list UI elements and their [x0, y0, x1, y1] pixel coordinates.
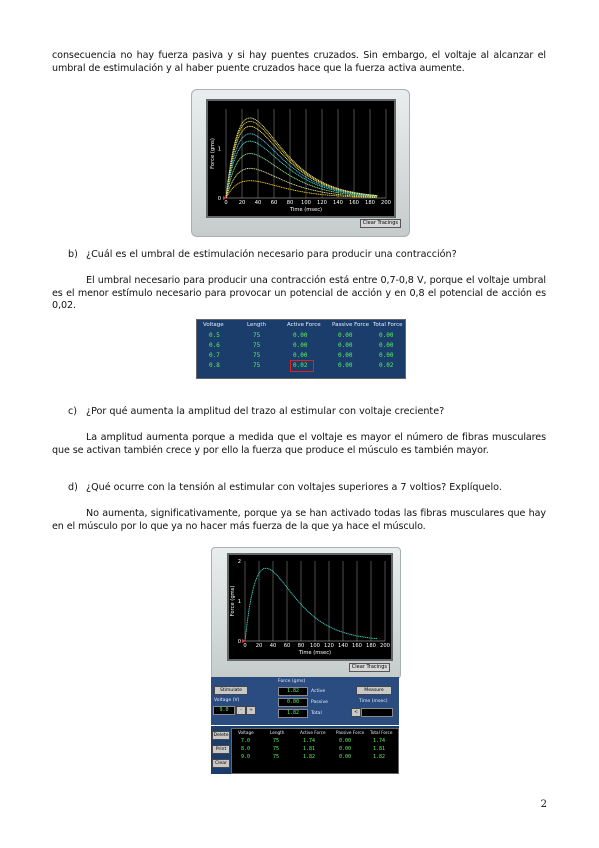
control-panel-lower: [211, 726, 399, 774]
highlight-box: [290, 360, 314, 372]
table-cell: 1.74: [373, 738, 386, 744]
stimulate-button[interactable]: Stimulate: [214, 686, 248, 695]
print-button[interactable]: Print: [212, 745, 230, 754]
x-tick-label: 200: [380, 643, 390, 649]
x-tick-label: 100: [310, 643, 320, 649]
question-c: [68, 406, 444, 418]
table-cell: 1.74: [303, 738, 316, 744]
time-label: Time (msec): [359, 699, 388, 704]
x-axis-label: Time (msec): [289, 207, 323, 213]
trace-line: [226, 154, 377, 199]
table-cell: 1.82: [303, 754, 316, 760]
y-tick-label: 1: [237, 599, 241, 605]
voltage-increase-button[interactable]: +: [246, 706, 256, 715]
table-cell: 0.00: [339, 746, 352, 752]
x-tick-label: 140: [338, 643, 348, 649]
table-cell: 0.00: [293, 342, 308, 349]
active-force-value: 1.82: [278, 687, 308, 696]
answer-c: La amplitud aumenta porque a medida que el voltaje es mayor el número de fibras musculares que se activan también crece y por ello la fuerza que produce el músculo es también mayor.: [52, 432, 546, 456]
x-tick-label: 0: [243, 643, 247, 649]
x-tick-label: 180: [365, 200, 375, 206]
question-c-letter: c): [68, 406, 78, 417]
intro-paragraph: consecuencia no hay fuerza pasiva y si hay puentes cruzados. Sin embargo, el voltaje al alcanzar el umbral de estimulación y al haber puente cruzados hace que la fuerza activa aumente.: [52, 50, 546, 74]
question-c-text: ¿Por qué aumenta la amplitud del trazo al estimular con voltaje creciente?: [86, 406, 445, 417]
time-value[interactable]: [361, 708, 393, 717]
answer-d: No aumenta, significativamente, porque ya se han activado todas las fibras musculares que hay en el músculo por lo que ya no hacer más fuerza de la que ya hace el músculo.: [52, 508, 546, 532]
table-cell: 0.00: [338, 352, 353, 359]
x-tick-label: 180: [366, 643, 376, 649]
table-header: Active Force: [300, 730, 326, 735]
table-cell: 0.8: [209, 362, 220, 369]
table-cell: 75: [273, 738, 280, 744]
x-tick-label: 40: [254, 200, 262, 206]
voltage-label: Voltage (V): [214, 698, 240, 703]
question-d: [68, 482, 502, 494]
x-tick-label: 80: [297, 643, 305, 649]
passive-label: Passive: [311, 700, 328, 705]
table-header: Total Force: [373, 322, 403, 328]
question-d-letter: d): [68, 482, 78, 493]
table-header: Active Force: [287, 322, 321, 328]
table-cell: 75: [253, 362, 261, 369]
table-cell: 75: [253, 332, 261, 339]
table-cell: 0.6: [209, 342, 220, 349]
x-tick-label: 0: [224, 200, 228, 206]
table-cell: 75: [273, 746, 280, 752]
y-tick-label: 2: [237, 559, 241, 565]
time-left-button[interactable]: <: [351, 708, 361, 717]
table-cell: 1.81: [373, 746, 386, 752]
table-cell: 0.02: [293, 362, 308, 369]
question-b: [68, 249, 457, 261]
table-cell: 0.00: [379, 352, 394, 359]
trace-line: [226, 134, 377, 198]
figure1-chart: [208, 101, 394, 216]
trace-line: [226, 121, 377, 198]
total-label: Total: [311, 711, 322, 716]
table-cell: 75: [253, 352, 261, 359]
x-axis-label: Time (msec): [298, 650, 332, 656]
x-tick-label: 20: [238, 200, 246, 206]
table-cell: 0.00: [338, 332, 353, 339]
table-header: Length: [247, 322, 266, 328]
y-axis-label: Force (gms): [210, 138, 216, 169]
x-tick-label: 120: [317, 200, 327, 206]
figure2-monitor: [211, 547, 401, 679]
results-table-1: [196, 319, 406, 379]
question-d-text: ¿Qué ocurre con la tensión al estimular con voltajes superiores a 7 voltios? Explíquelo.: [86, 482, 502, 493]
table-cell: 75: [273, 754, 280, 760]
x-tick-label: 80: [286, 200, 294, 206]
active-label: Active: [311, 689, 326, 694]
x-tick-label: 40: [269, 643, 277, 649]
voltage-decrease-button[interactable]: -: [236, 706, 246, 715]
passive-force-value: 0.00: [278, 698, 308, 707]
table-header: Voltage: [203, 322, 224, 328]
figure1-screen: [206, 99, 396, 218]
table-cell: 0.00: [338, 362, 353, 369]
clear-button[interactable]: Clear: [212, 759, 230, 768]
y-tick-label: 1: [217, 146, 221, 153]
trace-line: [226, 118, 377, 198]
table-header: Passive Force: [336, 730, 365, 735]
table-cell: 8.0: [241, 746, 251, 752]
table-header: Passive Force: [332, 322, 369, 328]
table-cell: 0.00: [338, 342, 353, 349]
figure2-screen: [227, 553, 393, 661]
table-cell: 0.00: [293, 332, 308, 339]
table-cell: 0.00: [339, 754, 352, 760]
figure2-chart: [229, 555, 391, 659]
table-cell: 0.00: [293, 352, 308, 359]
x-tick-label: 140: [333, 200, 343, 206]
table-cell: 1.81: [303, 746, 316, 752]
x-tick-label: 160: [352, 643, 362, 649]
table-cell: 1.82: [373, 754, 386, 760]
table-cell: 0.00: [379, 342, 394, 349]
table-header: Length: [270, 730, 285, 735]
x-tick-label: 120: [324, 643, 334, 649]
table-cell: 0.5: [209, 332, 220, 339]
table-cell: 0.7: [209, 352, 220, 359]
trace-line: [245, 568, 377, 641]
table-cell: 0.00: [379, 332, 394, 339]
table-cell: 7.0: [241, 738, 251, 744]
table-cell: 0.00: [339, 738, 352, 744]
page-number: 2: [540, 799, 547, 810]
table-header: Total Force: [370, 730, 393, 735]
control-panel: [211, 677, 399, 725]
question-b-letter: b): [68, 249, 78, 260]
x-tick-label: 20: [255, 643, 263, 649]
measure-button[interactable]: Measure: [356, 686, 392, 695]
x-tick-label: 200: [381, 200, 391, 206]
y-tick-label: 0: [237, 639, 241, 645]
y-tick-label: 0: [217, 196, 221, 202]
table-cell: 9.0: [241, 754, 251, 760]
clear-tracings-button[interactable]: Clear Tracings: [360, 219, 401, 228]
voltage-value[interactable]: 9.0: [213, 706, 235, 715]
force-header: Force (gms): [278, 679, 306, 684]
x-tick-label: 60: [283, 643, 291, 649]
table-cell: 75: [253, 342, 261, 349]
trace-line: [226, 181, 377, 198]
answer-b: El umbral necesario para producir una contracción está entre 0,7-0,8 V, porque el voltaje umbral es el menor estímulo necesario para provocar un potencial de acción y en 0,8 el potencial de acción es 0,02.: [52, 275, 546, 312]
results-table-2: [231, 728, 399, 774]
y-axis-label: Force (gms): [230, 585, 236, 617]
total-force-value: 1.82: [278, 709, 308, 718]
table-cell: 0.02: [379, 362, 394, 369]
x-tick-label: 60: [270, 200, 278, 206]
x-tick-label: 160: [349, 200, 359, 206]
clear-tracings-button-2[interactable]: Clear Tracings: [349, 663, 390, 672]
table-header: Voltage: [238, 730, 254, 735]
question-b-text: ¿Cuál es el umbral de estimulación necesario para producir una contracción?: [86, 249, 457, 260]
delete-button[interactable]: Delete: [213, 733, 229, 738]
figure1-monitor: [191, 89, 410, 237]
x-tick-label: 100: [301, 200, 311, 206]
